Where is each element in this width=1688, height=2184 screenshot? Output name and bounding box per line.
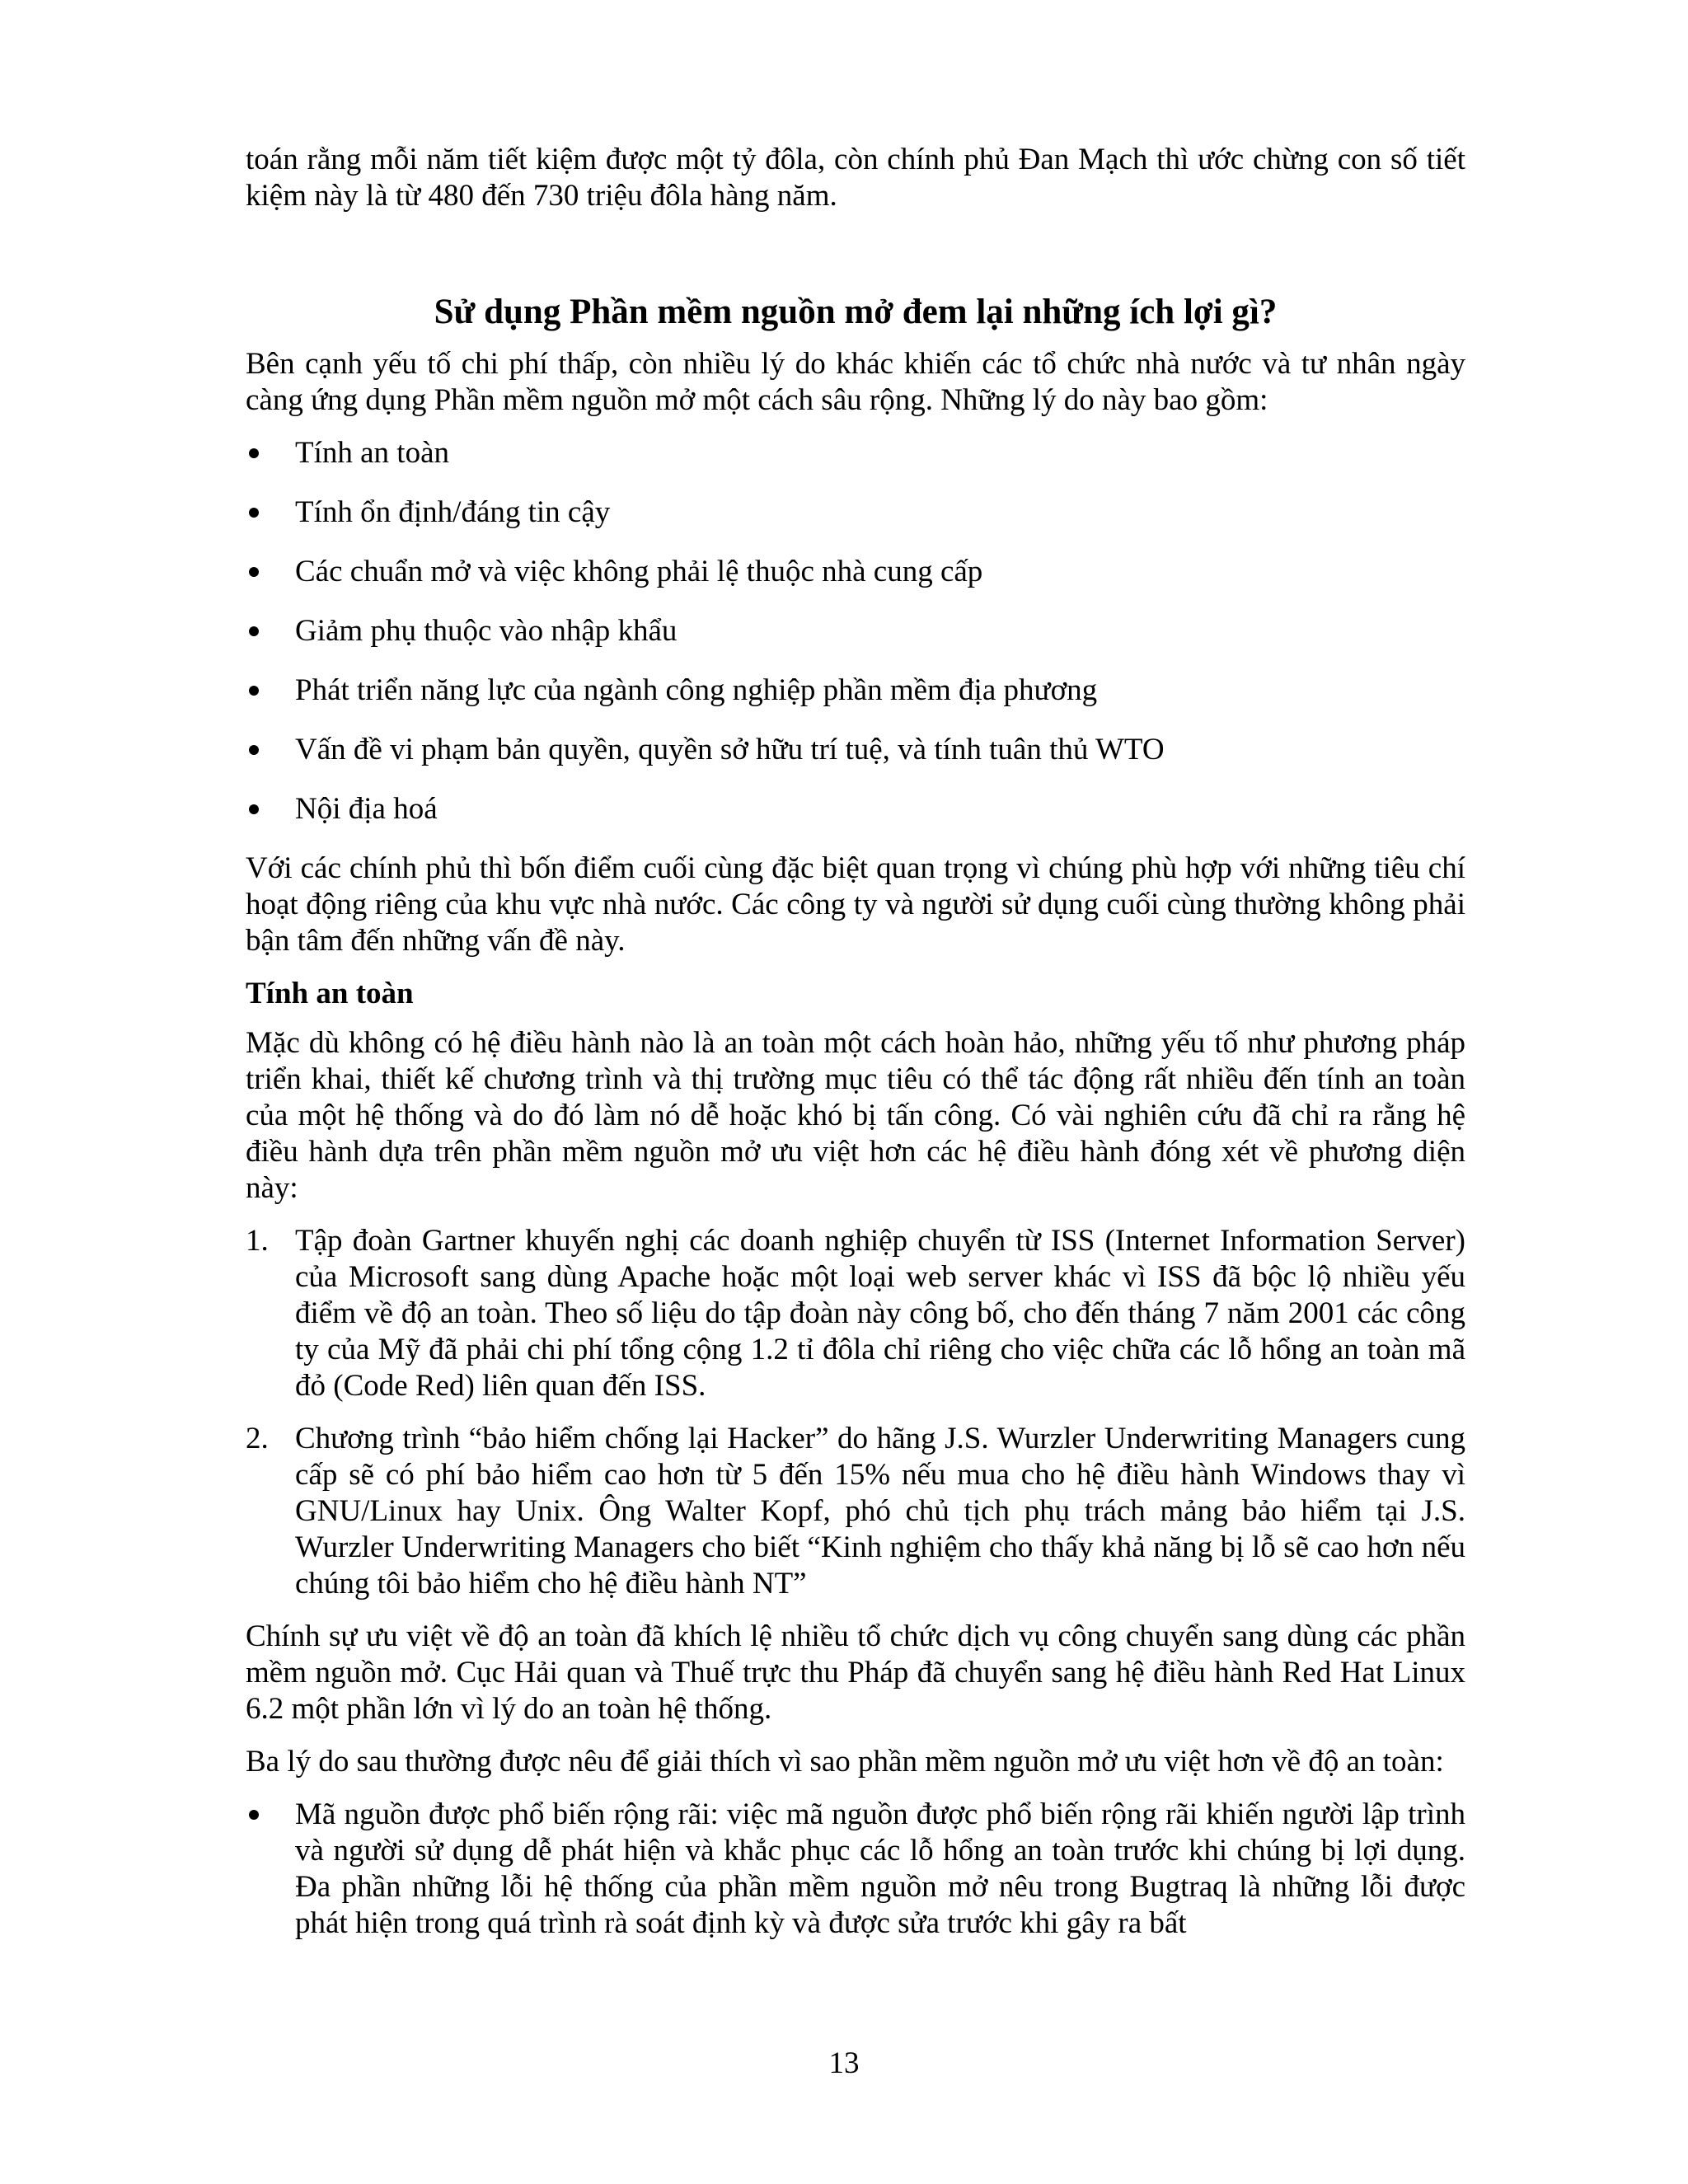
page-number: 13 — [828, 2046, 860, 2080]
security-reasons-list — [246, 1797, 1465, 1942]
list-item: 1. Tập đoàn Gartner khuyến nghị các doanh nghiệp chuyển từ ISS (Internet Information Server) của Microsoft sang dùng Apache hoặc một loại web server khác vì ISS đã bộc lộ nhiều yếu điểm về độ an toàn. Theo số liệu do tập đoàn này công bố, cho đến tháng 7 năm 2001 các công ty của Mỹ đã phải chi phí tổng cộng 1.2 tỉ đôla chỉ riêng cho việc chữa các lỗ hổng an toàn mã đỏ (Code Red) liên quan đến ISS. — [246, 1224, 1465, 1403]
list-number: 2. — [246, 1422, 269, 1455]
document-page — [246, 142, 1465, 1942]
bullet-icon — [249, 745, 259, 755]
list-item: Giảm phụ thuộc vào nhập khẩu — [246, 613, 1465, 673]
bullet-icon — [249, 567, 259, 577]
bullet-icon — [249, 804, 259, 814]
bullet-icon — [249, 1810, 259, 1820]
list-number: 1. — [246, 1224, 269, 1258]
bullet-icon — [249, 508, 259, 518]
security-paragraph-3: Ba lý do sau thường được nêu để giải thích vì sao phần mềm nguồn mở ưu việt hơn về độ an toàn: — [246, 1745, 1444, 1779]
studies-list — [246, 1223, 1465, 1602]
lead-paragraph: Bên cạnh yếu tố chi phí thấp, còn nhiều lý do khác khiến các tổ chức nhà nước và tư nhân ngày càng ứng dụng Phần mềm nguồn mở một cách sâu rộng. Những lý do này bao gồm: — [246, 347, 1465, 417]
security-title: Tính an toàn — [246, 977, 414, 1010]
bullet-icon — [249, 626, 259, 636]
list-item: Vấn đề vi phạm bản quyền, quyền sở hữu trí tuệ, và tính tuân thủ WTO — [246, 732, 1465, 791]
list-item: 2. Chương trình “bảo hiểm chống lại Hacker” do hãng J.S. Wurzler Underwriting Managers cung cấp sẽ có phí bảo hiểm cao hơn từ 5 đến 15% nếu mua cho hệ điều hành Windows thay vì GNU/Linux hay Unix. Ông Walter Kopf, phó chủ tịch phụ trách mảng bảo hiểm tại J.S. Wurzler Underwriting Managers cho biết “Kinh nghiệm cho thấy khả năng bị lỗ sẽ cao hơn nếu chúng tôi bảo hiểm cho hệ điều hành NT” — [246, 1422, 1465, 1601]
intro-paragraph: toán rằng mỗi năm tiết kiệm được một tỷ đôla, còn chính phủ Đan Mạch thì ước chừng con số tiết kiệm này là từ 480 đến 730 triệu đôla hàng năm. — [246, 143, 1465, 213]
section-heading: Sử dụng Phần mềm nguồn mở đem lại những ích lợi gì? — [434, 293, 1278, 331]
reasons-list — [246, 435, 1465, 834]
list-item: Mã nguồn được phổ biến rộng rãi: việc mã nguồn được phổ biến rộng rãi khiến người lập trình và người sử dụng dễ phát hiện và khắc phục các lỗ hổng an toàn trước khi chúng bị lợi dụng. Đa phần những lỗi hệ thống của phần mềm nguồn mở nêu trong Bugtraq là những lỗi được phát hiện trong quá trình rà soát định kỳ và được sửa trước khi gây ra bất — [246, 1797, 1465, 1942]
bullet-icon — [249, 686, 259, 696]
list-item: Phát triển năng lực của ngành công nghiệp phần mềm địa phương — [246, 673, 1465, 732]
list-item: Các chuẩn mở và việc không phải lệ thuộc nhà cung cấp — [246, 554, 1465, 613]
bullet-icon — [249, 448, 259, 458]
security-paragraph-1: Mặc dù không có hệ điều hành nào là an toàn một cách hoàn hảo, những yếu tố như phương pháp triển khai, thiết kế chương trình và thị trường mục tiêu có thể tác động rất nhiều đến tính an toàn của một hệ thống và do đó làm nó dễ hoặc khó bị tấn công. Có vài nghiên cứu đã chỉ ra rằng hệ điều hành dựa trên phần mềm nguồn mở ưu việt hơn các hệ điều hành đóng xét về phương diện này: — [246, 1026, 1465, 1205]
closing-paragraph: Với các chính phủ thì bốn điểm cuối cùng đặc biệt quan trọng vì chúng phù hợp với những tiêu chí hoạt động riêng của khu vực nhà nước. Các công ty và người sử dụng cuối cùng thường không phải bận tâm đến những vấn đề này. — [246, 851, 1465, 958]
list-item: Tính ổn định/đáng tin cậy — [246, 494, 1465, 554]
security-paragraph-2: Chính sự ưu việt về độ an toàn đã khích lệ nhiều tổ chức dịch vụ công chuyển sang dùng các phần mềm nguồn mở. Cục Hải quan và Thuế trực thu Pháp đã chuyển sang hệ điều hành Red Hat Linux 6.2 một phần lớn vì lý do an toàn hệ thống. — [246, 1619, 1465, 1726]
list-item: Tính an toàn — [246, 435, 1465, 494]
list-item: Nội địa hoá — [246, 791, 1465, 834]
